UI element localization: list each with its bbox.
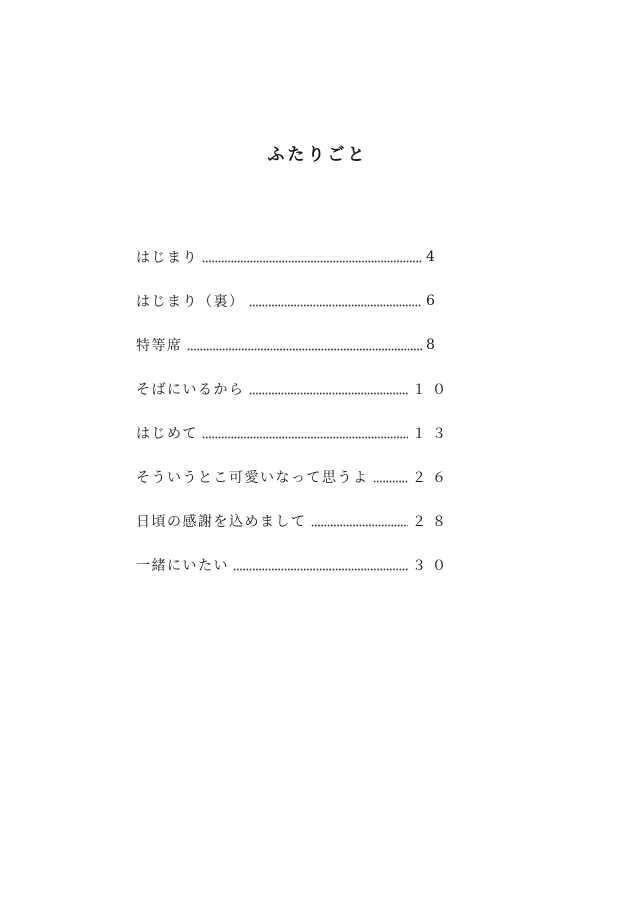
toc-dot-leader [249, 304, 423, 307]
toc-entry [136, 235, 452, 279]
toc-entry-title: 日頃の感謝を込めまして [136, 514, 307, 530]
toc-dot-leader [233, 568, 408, 571]
toc-dot-leader [311, 524, 409, 527]
table-of-contents [136, 235, 452, 587]
page-title: ふたりごと [267, 145, 368, 165]
toc-entry [136, 543, 452, 587]
toc-dot-leader [187, 348, 423, 351]
toc-entry-title: そばにいるから [136, 382, 245, 398]
toc-entry [136, 455, 452, 499]
toc-entry-title: はじまり [136, 250, 198, 266]
toc-entry [136, 499, 452, 543]
toc-entry [136, 411, 452, 455]
toc-entry [136, 323, 452, 367]
toc-entry-page: １３ [412, 426, 452, 442]
toc-entry-page: ２６ [412, 470, 452, 486]
toc-dot-leader [249, 392, 409, 395]
toc-entry-page: ３０ [412, 558, 452, 574]
toc-entry-page: 6 [426, 293, 441, 309]
toc-dot-leader [202, 260, 422, 263]
toc-entry-title: はじまり（裏） [136, 294, 245, 310]
toc-entry-page: 4 [426, 249, 441, 265]
toc-entry [136, 279, 452, 323]
toc-entry [136, 367, 452, 411]
toc-entry-title: 特等席 [136, 338, 183, 354]
toc-entry-title: 一緒にいたい [136, 558, 229, 574]
toc-entry-page: 8 [426, 337, 441, 353]
toc-entry-title: はじめて [136, 426, 198, 442]
toc-dot-leader [373, 480, 409, 483]
toc-entry-page: １０ [412, 382, 452, 398]
toc-entry-page: ２８ [412, 514, 452, 530]
toc-dot-leader [202, 436, 408, 439]
toc-entry-title: そういうとこ可愛いなって思うよ [136, 470, 369, 486]
